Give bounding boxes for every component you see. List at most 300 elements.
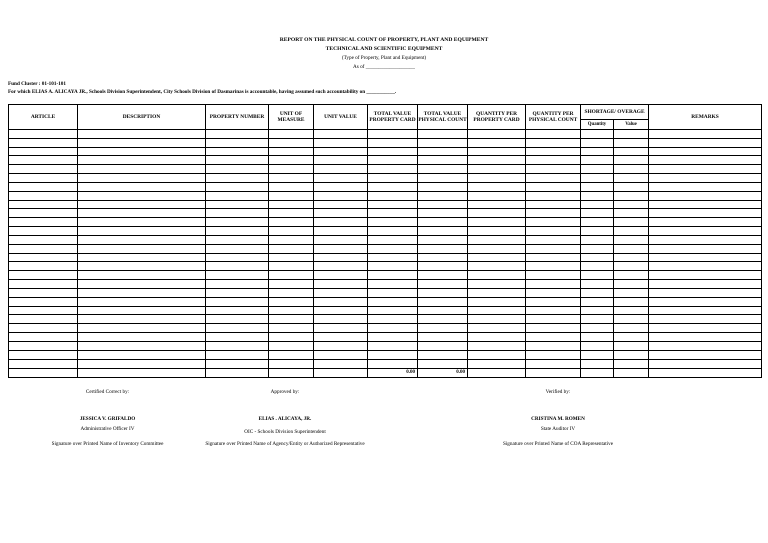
table-cell — [314, 227, 368, 236]
verified-caption: Verified by: — [545, 389, 571, 395]
table-row — [9, 280, 762, 289]
col-remarks: REMARKS — [649, 105, 762, 130]
table-cell — [368, 174, 418, 183]
table-cell — [269, 324, 314, 333]
table-cell — [418, 306, 468, 315]
table-cell — [9, 156, 78, 165]
table-cell — [468, 147, 526, 156]
table-row — [9, 315, 762, 324]
table-cell — [314, 200, 368, 209]
table-cell — [418, 130, 468, 139]
table-cell — [78, 315, 206, 324]
table-cell — [314, 315, 368, 324]
table-cell — [649, 130, 762, 139]
table-cell — [614, 341, 649, 350]
col-shortage-overage: SHORTAGE/ OVERAGE — [581, 105, 649, 120]
approved-name: ELIAS . ALICAYA, JR. — [258, 416, 312, 422]
table-cell — [468, 306, 526, 315]
table-cell — [314, 306, 368, 315]
table-cell — [269, 253, 314, 262]
approved-caption: Approved by: — [270, 389, 300, 395]
table-cell — [468, 280, 526, 289]
table-cell — [581, 341, 614, 350]
table-cell — [526, 209, 581, 218]
table-cell — [581, 262, 614, 271]
table-cell — [614, 235, 649, 244]
table-cell — [581, 333, 614, 342]
table-cell — [581, 368, 614, 377]
table-cell — [269, 333, 314, 342]
table-cell — [526, 280, 581, 289]
table-cell — [418, 235, 468, 244]
table-cell — [418, 262, 468, 271]
table-cell — [649, 341, 762, 350]
table-cell — [581, 244, 614, 253]
table-cell — [649, 280, 762, 289]
table-cell — [418, 165, 468, 174]
table-cell — [269, 368, 314, 377]
table-cell — [581, 147, 614, 156]
inventory-table — [8, 104, 762, 378]
table-cell — [368, 341, 418, 350]
table-cell — [368, 244, 418, 253]
table-cell — [614, 297, 649, 306]
table-cell — [78, 138, 206, 147]
table-cell — [269, 174, 314, 183]
table-cell — [418, 350, 468, 359]
table-cell — [614, 174, 649, 183]
table-row — [9, 324, 762, 333]
table-cell — [649, 350, 762, 359]
table-cell — [526, 341, 581, 350]
table-cell — [418, 288, 468, 297]
table-cell — [614, 350, 649, 359]
table-cell — [9, 209, 78, 218]
table-cell — [418, 333, 468, 342]
table-cell — [269, 227, 314, 236]
table-cell — [314, 156, 368, 165]
table-cell — [468, 182, 526, 191]
table-cell — [418, 138, 468, 147]
table-cell — [9, 271, 78, 280]
table-cell — [368, 315, 418, 324]
table-cell — [368, 235, 418, 244]
table-cell — [78, 271, 206, 280]
table-cell — [649, 227, 762, 236]
table-cell — [269, 244, 314, 253]
table-cell — [78, 306, 206, 315]
table-cell — [269, 288, 314, 297]
table-cell — [9, 368, 78, 377]
table-cell — [649, 253, 762, 262]
table-cell — [614, 280, 649, 289]
total-property-card: 0.00 — [368, 368, 418, 377]
table-cell — [614, 130, 649, 139]
table-cell — [9, 306, 78, 315]
table-cell — [78, 297, 206, 306]
table-row — [9, 130, 762, 139]
table-cell — [649, 368, 762, 377]
col-qty-physical-count: QUANTITY PER PHYSICAL COUNT — [526, 105, 581, 130]
table-cell — [78, 244, 206, 253]
table-cell — [9, 333, 78, 342]
table-cell — [614, 138, 649, 147]
as-of-line: As of ___________________ — [353, 64, 415, 70]
table-cell — [314, 253, 368, 262]
table-cell — [649, 165, 762, 174]
table-cell — [206, 288, 269, 297]
table-cell — [269, 271, 314, 280]
table-cell — [468, 174, 526, 183]
table-cell — [649, 174, 762, 183]
table-cell — [418, 315, 468, 324]
table-cell — [581, 280, 614, 289]
table-cell — [9, 350, 78, 359]
table-cell — [9, 235, 78, 244]
totals-row — [9, 368, 762, 377]
table-row — [9, 333, 762, 342]
table-cell — [269, 209, 314, 218]
table-cell — [418, 147, 468, 156]
table-cell — [581, 324, 614, 333]
table-row — [9, 341, 762, 350]
accountability-statement: For which ELIAS A. ALICAYA JR., Schools Division Superintendent, City Schools Division of Dasmarinas is accountable, having assumed such accountability on ___________. — [8, 89, 397, 95]
table-cell — [368, 271, 418, 280]
table-cell — [526, 182, 581, 191]
table-cell — [314, 333, 368, 342]
table-cell — [614, 288, 649, 297]
table-cell — [368, 165, 418, 174]
table-cell — [269, 182, 314, 191]
table-cell — [78, 156, 206, 165]
fund-cluster: Fund Cluster : 01-101-101 — [8, 81, 66, 87]
table-cell — [581, 315, 614, 324]
table-cell — [269, 156, 314, 165]
table-cell — [9, 165, 78, 174]
table-cell — [614, 368, 649, 377]
table-cell — [78, 165, 206, 174]
certified-name: JESSICA V. GRIFALDO — [79, 416, 136, 422]
table-cell — [614, 209, 649, 218]
table-cell — [418, 227, 468, 236]
table-cell — [468, 324, 526, 333]
table-row — [9, 209, 762, 218]
table-cell — [78, 333, 206, 342]
table-cell — [78, 253, 206, 262]
col-description: DESCRIPTION — [78, 105, 206, 130]
table-cell — [206, 315, 269, 324]
table-cell — [78, 191, 206, 200]
report-title: REPORT ON THE PHYSICAL COUNT OF PROPERTY, PLANT AND EQUIPMENT — [279, 37, 489, 43]
table-cell — [269, 359, 314, 368]
table-row — [9, 218, 762, 227]
table-cell — [649, 271, 762, 280]
table-cell — [368, 227, 418, 236]
table-cell — [9, 315, 78, 324]
table-cell — [368, 280, 418, 289]
table-cell — [314, 165, 368, 174]
table-cell — [9, 280, 78, 289]
table-cell — [468, 333, 526, 342]
table-cell — [418, 324, 468, 333]
table-cell — [368, 182, 418, 191]
table-cell — [526, 368, 581, 377]
table-cell — [368, 333, 418, 342]
table-cell — [368, 218, 418, 227]
table-cell — [9, 174, 78, 183]
table-cell — [78, 182, 206, 191]
table-cell — [581, 227, 614, 236]
table-cell — [206, 191, 269, 200]
table-cell — [314, 244, 368, 253]
table-cell — [314, 147, 368, 156]
table-cell — [206, 218, 269, 227]
table-cell — [269, 138, 314, 147]
table-cell — [206, 297, 269, 306]
table-cell — [526, 147, 581, 156]
table-cell — [314, 288, 368, 297]
table-cell — [468, 359, 526, 368]
table-cell — [368, 209, 418, 218]
table-row — [9, 165, 762, 174]
table-cell — [526, 174, 581, 183]
table-cell — [206, 200, 269, 209]
table-row — [9, 253, 762, 262]
table-cell — [649, 306, 762, 315]
table-cell — [581, 297, 614, 306]
table-cell — [206, 227, 269, 236]
table-cell — [468, 227, 526, 236]
table-cell — [468, 191, 526, 200]
table-cell — [526, 244, 581, 253]
table-cell — [581, 350, 614, 359]
table-cell — [418, 271, 468, 280]
table-cell — [614, 262, 649, 271]
table-cell — [581, 218, 614, 227]
col-total-value-property-card: TOTAL VALUE PROPERTY CARD — [368, 105, 418, 130]
table-row — [9, 297, 762, 306]
table-cell — [418, 244, 468, 253]
table-cell — [78, 200, 206, 209]
table-row — [9, 174, 762, 183]
table-cell — [649, 200, 762, 209]
table-cell — [206, 333, 269, 342]
table-cell — [526, 297, 581, 306]
table-cell — [581, 288, 614, 297]
table-cell — [614, 271, 649, 280]
table-cell — [78, 368, 206, 377]
table-cell — [468, 368, 526, 377]
table-cell — [649, 315, 762, 324]
table-cell — [206, 324, 269, 333]
table-cell — [526, 218, 581, 227]
table-row — [9, 200, 762, 209]
table-row — [9, 147, 762, 156]
table-cell — [9, 227, 78, 236]
table-cell — [649, 297, 762, 306]
table-cell — [649, 147, 762, 156]
property-type-note: (Type of Property, Plant and Equipment) — [341, 55, 427, 61]
table-row — [9, 235, 762, 244]
table-cell — [206, 147, 269, 156]
table-cell — [269, 297, 314, 306]
table-cell — [269, 262, 314, 271]
table-cell — [78, 174, 206, 183]
col-property-number: PROPERTY NUMBER — [206, 105, 269, 130]
table-cell — [468, 165, 526, 174]
table-cell — [614, 253, 649, 262]
table-cell — [526, 271, 581, 280]
table-cell — [526, 156, 581, 165]
certified-position: Administrative Officer IV — [80, 426, 135, 432]
report-subtitle: TECHNICAL AND SCIENTIFIC EQUIPMENT — [325, 46, 443, 52]
table-cell — [468, 209, 526, 218]
table-cell — [314, 218, 368, 227]
table-cell — [206, 350, 269, 359]
table-cell — [581, 156, 614, 165]
table-cell — [614, 182, 649, 191]
table-cell — [314, 191, 368, 200]
table-cell — [526, 288, 581, 297]
table-cell — [614, 306, 649, 315]
table-cell — [581, 271, 614, 280]
table-cell — [269, 165, 314, 174]
table-cell — [314, 209, 368, 218]
table-cell — [649, 333, 762, 342]
table-cell — [9, 288, 78, 297]
table-cell — [649, 262, 762, 271]
table-cell — [468, 288, 526, 297]
table-cell — [468, 350, 526, 359]
table-cell — [581, 200, 614, 209]
table-cell — [206, 280, 269, 289]
table-cell — [614, 147, 649, 156]
table-row — [9, 288, 762, 297]
table-cell — [418, 174, 468, 183]
table-cell — [614, 333, 649, 342]
table-cell — [314, 359, 368, 368]
table-cell — [581, 130, 614, 139]
table-cell — [468, 271, 526, 280]
table-cell — [614, 191, 649, 200]
table-cell — [526, 359, 581, 368]
table-cell — [418, 359, 468, 368]
table-cell — [468, 200, 526, 209]
table-cell — [581, 253, 614, 262]
table-cell — [526, 191, 581, 200]
table-cell — [206, 253, 269, 262]
col-article: ARTICLE — [9, 105, 78, 130]
table-cell — [78, 350, 206, 359]
table-cell — [468, 244, 526, 253]
table-cell — [269, 315, 314, 324]
table-cell — [526, 138, 581, 147]
verified-name: CRISTINA M. ROMEN — [531, 416, 585, 422]
table-cell — [368, 359, 418, 368]
table-cell — [9, 130, 78, 139]
table-cell — [418, 200, 468, 209]
table-cell — [526, 324, 581, 333]
table-cell — [9, 359, 78, 368]
table-cell — [649, 182, 762, 191]
table-cell — [526, 130, 581, 139]
table-cell — [314, 174, 368, 183]
table-cell — [614, 315, 649, 324]
table-cell — [9, 182, 78, 191]
table-cell — [649, 191, 762, 200]
table-cell — [468, 156, 526, 165]
table-cell — [649, 156, 762, 165]
table-cell — [468, 130, 526, 139]
table-cell — [314, 182, 368, 191]
table-cell — [206, 165, 269, 174]
table-cell — [9, 138, 78, 147]
table-cell — [649, 359, 762, 368]
table-cell — [206, 235, 269, 244]
table-cell — [206, 182, 269, 191]
table-cell — [314, 138, 368, 147]
table-cell — [614, 218, 649, 227]
table-cell — [78, 288, 206, 297]
table-cell — [418, 182, 468, 191]
table-cell — [269, 280, 314, 289]
verified-signature-line: Signature over Printed Name of COA Representative — [502, 441, 614, 447]
table-cell — [418, 297, 468, 306]
table-cell — [581, 235, 614, 244]
col-unit-of-measure: UNIT OF MEASURE — [269, 105, 314, 130]
table-cell — [78, 324, 206, 333]
table-cell — [614, 324, 649, 333]
table-cell — [9, 253, 78, 262]
table-cell — [368, 156, 418, 165]
table-cell — [418, 209, 468, 218]
table-cell — [526, 165, 581, 174]
table-cell — [206, 262, 269, 271]
table-cell — [78, 218, 206, 227]
table-cell — [526, 306, 581, 315]
table-cell — [368, 324, 418, 333]
table-cell — [269, 147, 314, 156]
table-cell — [581, 174, 614, 183]
table-cell — [206, 244, 269, 253]
table-cell — [314, 368, 368, 377]
table-cell — [614, 156, 649, 165]
table-row — [9, 182, 762, 191]
table-cell — [269, 306, 314, 315]
table-cell — [314, 297, 368, 306]
table-cell — [649, 235, 762, 244]
table-cell — [526, 262, 581, 271]
table-cell — [78, 341, 206, 350]
table-cell — [78, 227, 206, 236]
table-cell — [269, 130, 314, 139]
table-cell — [314, 350, 368, 359]
table-cell — [418, 341, 468, 350]
table-cell — [206, 306, 269, 315]
table-row — [9, 156, 762, 165]
table-cell — [206, 209, 269, 218]
table-cell — [368, 297, 418, 306]
table-cell — [9, 324, 78, 333]
table-cell — [581, 191, 614, 200]
table-cell — [368, 253, 418, 262]
table-cell — [206, 368, 269, 377]
table-cell — [269, 200, 314, 209]
table-cell — [581, 359, 614, 368]
col-so-quantity: Quantity — [581, 120, 614, 130]
table-row — [9, 359, 762, 368]
approved-signature-line: Signature over Printed Name of Agency/Entity or Authorized Representative — [205, 441, 365, 447]
